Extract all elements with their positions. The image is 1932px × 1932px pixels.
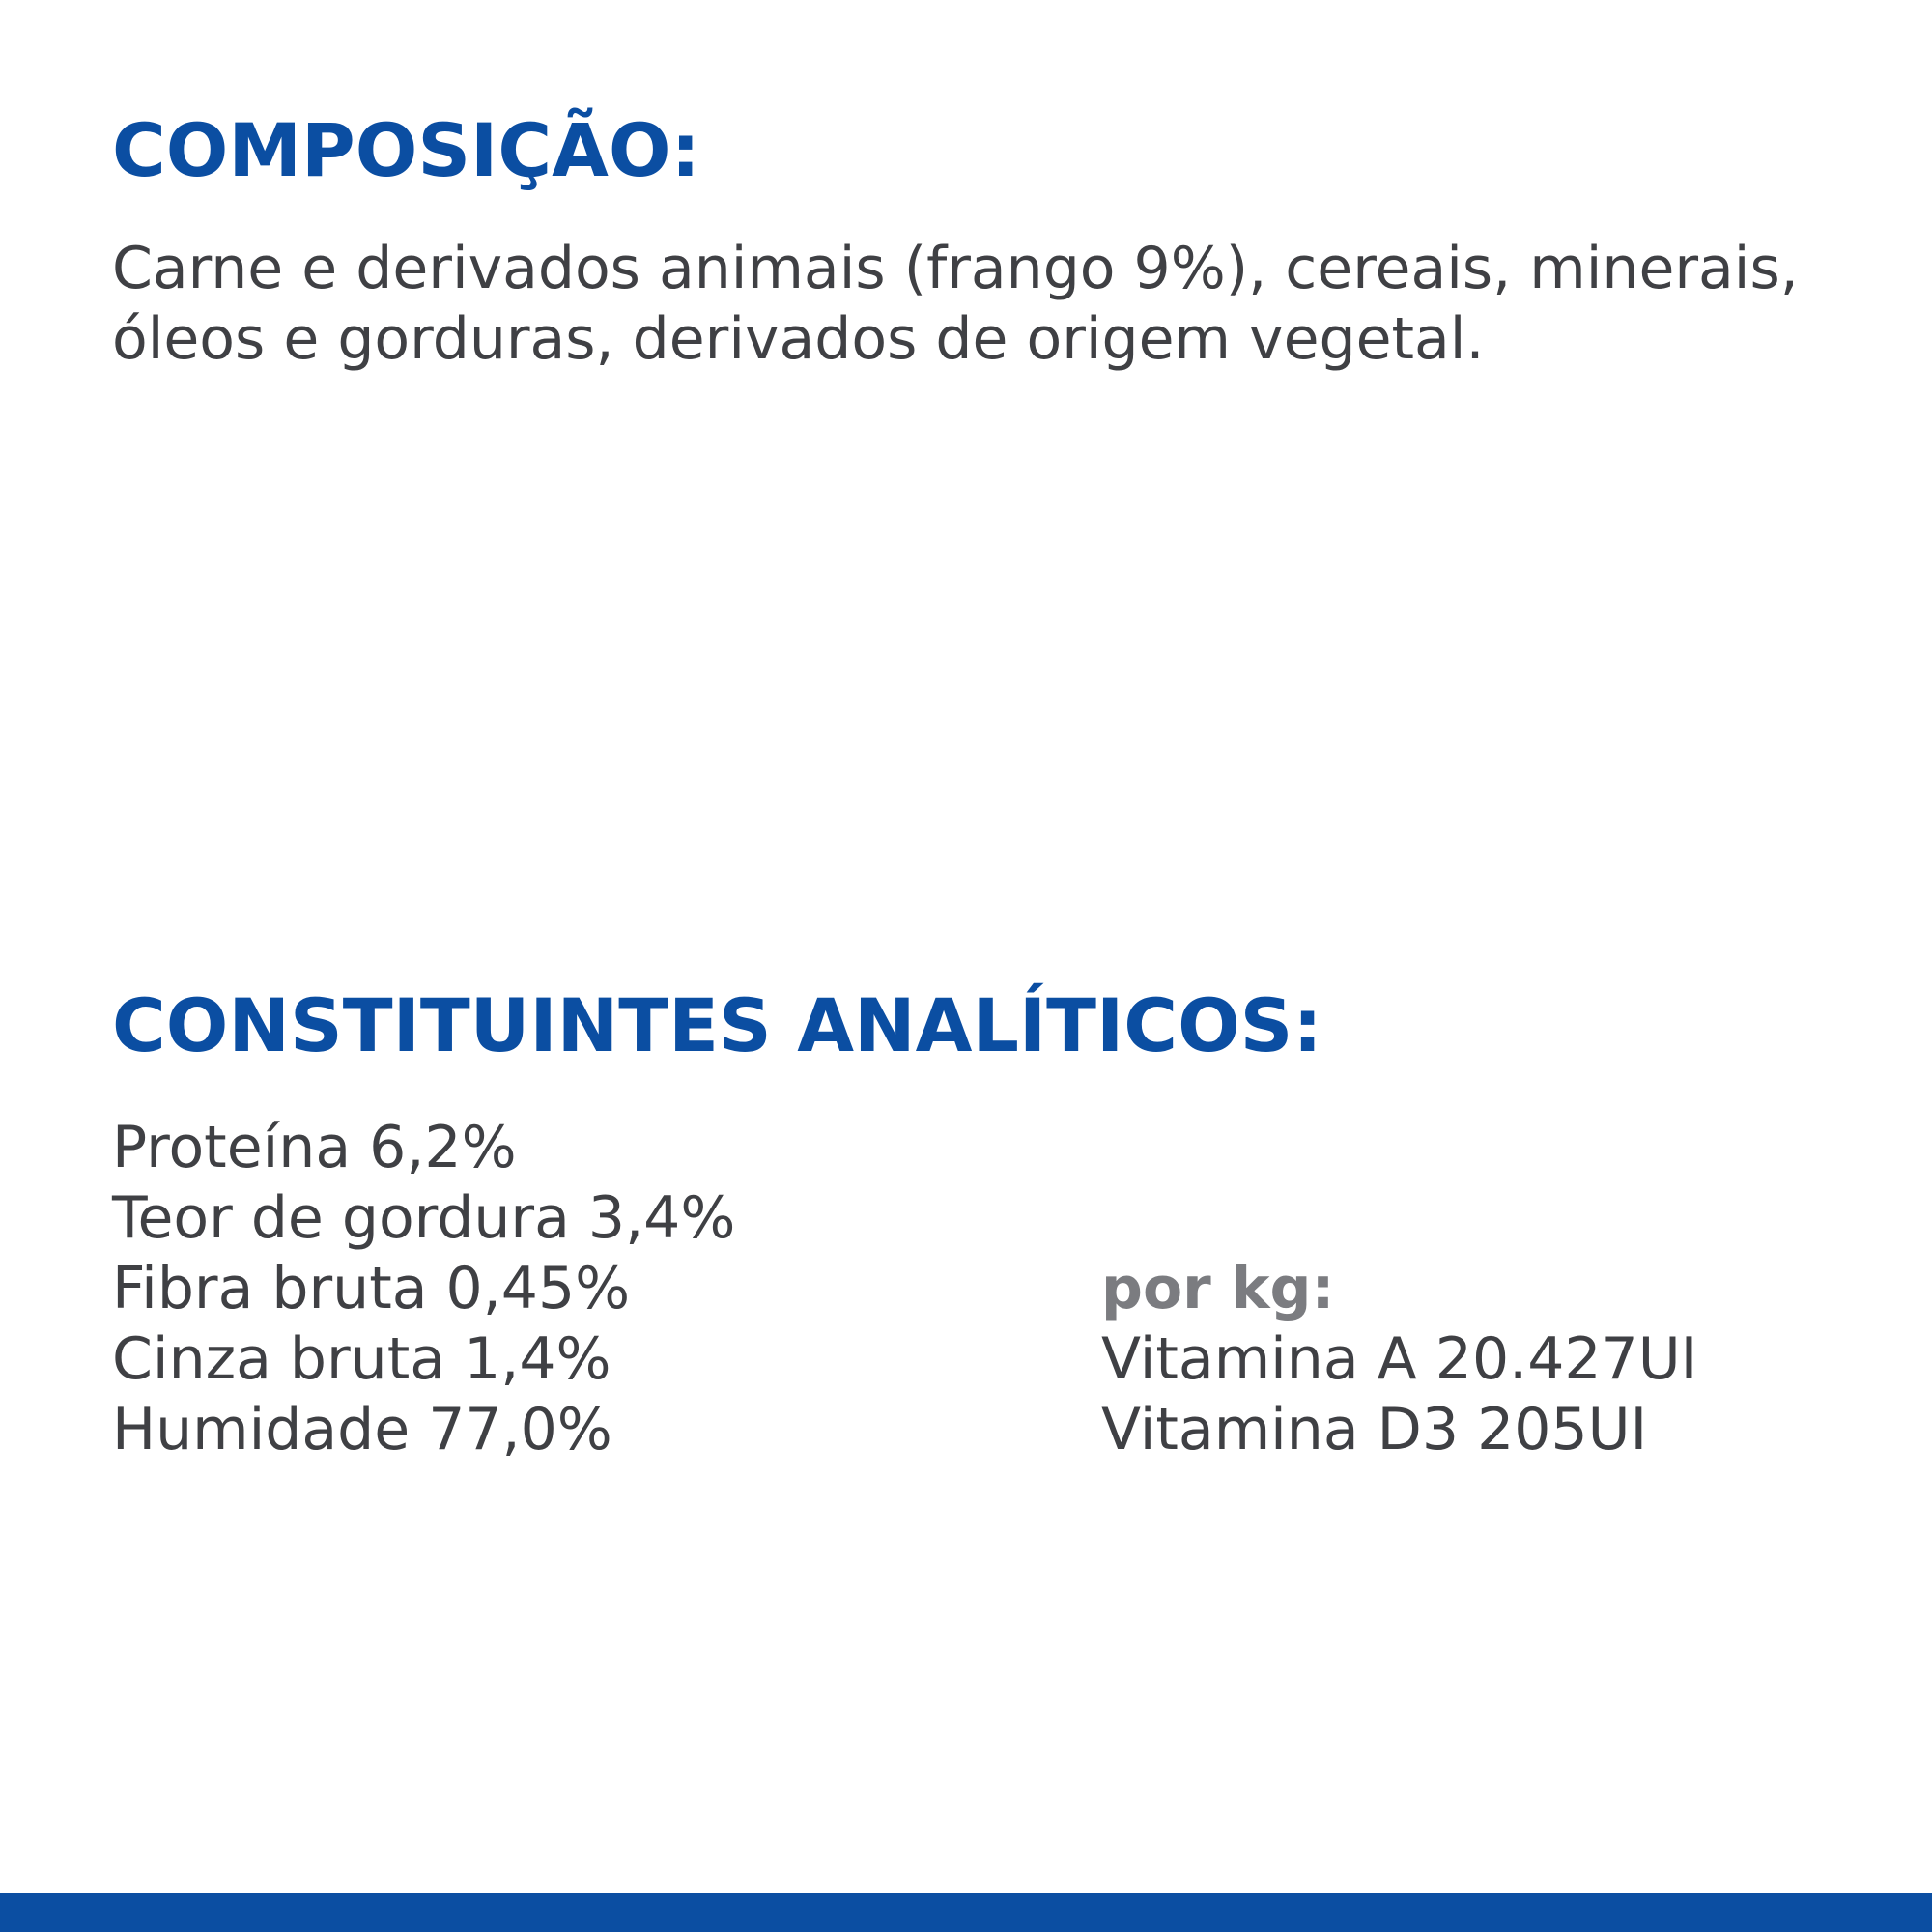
bottom-accent-bar — [0, 1893, 1932, 1932]
list-item: Vitamina A 20.427UI — [1101, 1325, 1698, 1393]
analytical-constituents-list — [112, 1113, 735, 1465]
analytical-constituents-heading: CONSTITUINTES ANALÍTICOS: — [112, 982, 1322, 1068]
list-item: Humidade 77,0% — [112, 1396, 612, 1463]
list-item: Vitamina D3 205UI — [1101, 1396, 1648, 1463]
composition-heading: COMPOSIÇÃO: — [112, 107, 700, 193]
list-item: Fibra bruta 0,45% — [112, 1255, 631, 1322]
list-item: Proteína 6,2% — [112, 1114, 517, 1181]
composition-text: Carne e derivados animais (frango 9%), cereais, minerais, óleos e gorduras, derivados de origem vegetal. — [112, 235, 1799, 373]
per-kg-label: por kg: — [1101, 1255, 1335, 1322]
vitamins-per-kg-list — [1101, 1254, 1697, 1465]
list-item: Teor de gordura 3,4% — [112, 1184, 736, 1252]
list-item: Cinza bruta 1,4% — [112, 1325, 611, 1393]
